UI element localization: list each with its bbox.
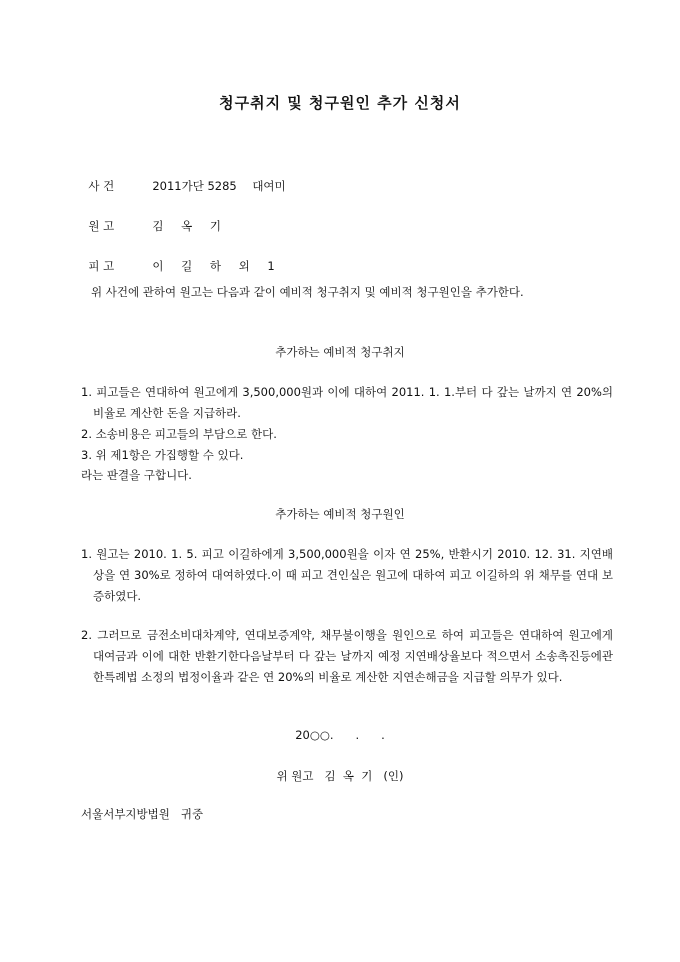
claim-item-1: 1. 피고들은 연대하여 원고에게 3,500,000원과 이에 대하여 2011. 1. 1.부터 다 갚는 날까지 연 20%의 비율로 계산한 돈을 지급하라. (81, 385, 613, 420)
claims-heading: 추가하는 예비적 청구취지 (275, 345, 405, 359)
intro-paragraph: 위 사건에 관하여 원고는 다음과 같이 예비적 청구취지 및 예비적 청구원인을 추가한다. (91, 285, 524, 299)
claim-item-2: 2. 소송비용은 피고들의 부담으로 한다. (81, 427, 277, 441)
defendant-row (81, 244, 275, 274)
defendant-label: 피 고 (88, 259, 115, 273)
case-number: 2011가단 5285 (152, 179, 237, 193)
claim-item-3: 3. 위 제1항은 가집행할 수 있다. (81, 448, 244, 462)
cause-item-2: 2. 그러므로 금전소비대차계약, 연대보증계약, 채무불이행을 원인으로 하여 피고들은 연대하여 원고에게 대여금과 이에 대한 반환기한다음날부터 다 갚는 날까지 예정 지연배상율보다 적으면서 소송촉진등에관한특례법 소정의 법정이율과 같은 연 20%의 비율로 계산한 지연손해금을 지급할 의무가 있다. (81, 628, 613, 684)
plaintiff-label: 원 고 (88, 219, 115, 233)
causes-heading: 추가하는 예비적 청구원인 (275, 507, 405, 521)
plaintiff-row (81, 204, 221, 234)
cause-item-1: 1. 원고는 2010. 1. 5. 피고 이길하에게 3,500,000원을 이자 연 25%, 반환시기 2010. 12. 31. 지연배상을 연 30%로 정하여 대여하였다.이 때 피고 견인실은 원고에 대하여 피고 이길하의 위 채무를 연대 보증하였다. (81, 547, 613, 603)
document-title: 청구취지 및 청구원인 추가 신청서 (219, 94, 461, 112)
defendant-name: 이 길 하 외 1 (152, 259, 275, 273)
plaintiff-name: 김 옥 기 (152, 219, 221, 233)
case-row (81, 164, 286, 194)
case-label: 사 건 (88, 179, 115, 193)
document-date: 20○○. . . (295, 728, 385, 742)
case-name: 대여미 (252, 179, 286, 193)
signature-line: 위 원고 김 옥 기 (인) (276, 769, 404, 783)
court-addressee: 서울서부지방법원 귀중 (81, 807, 204, 821)
claims-closing: 라는 판결을 구합니다. (81, 468, 192, 482)
